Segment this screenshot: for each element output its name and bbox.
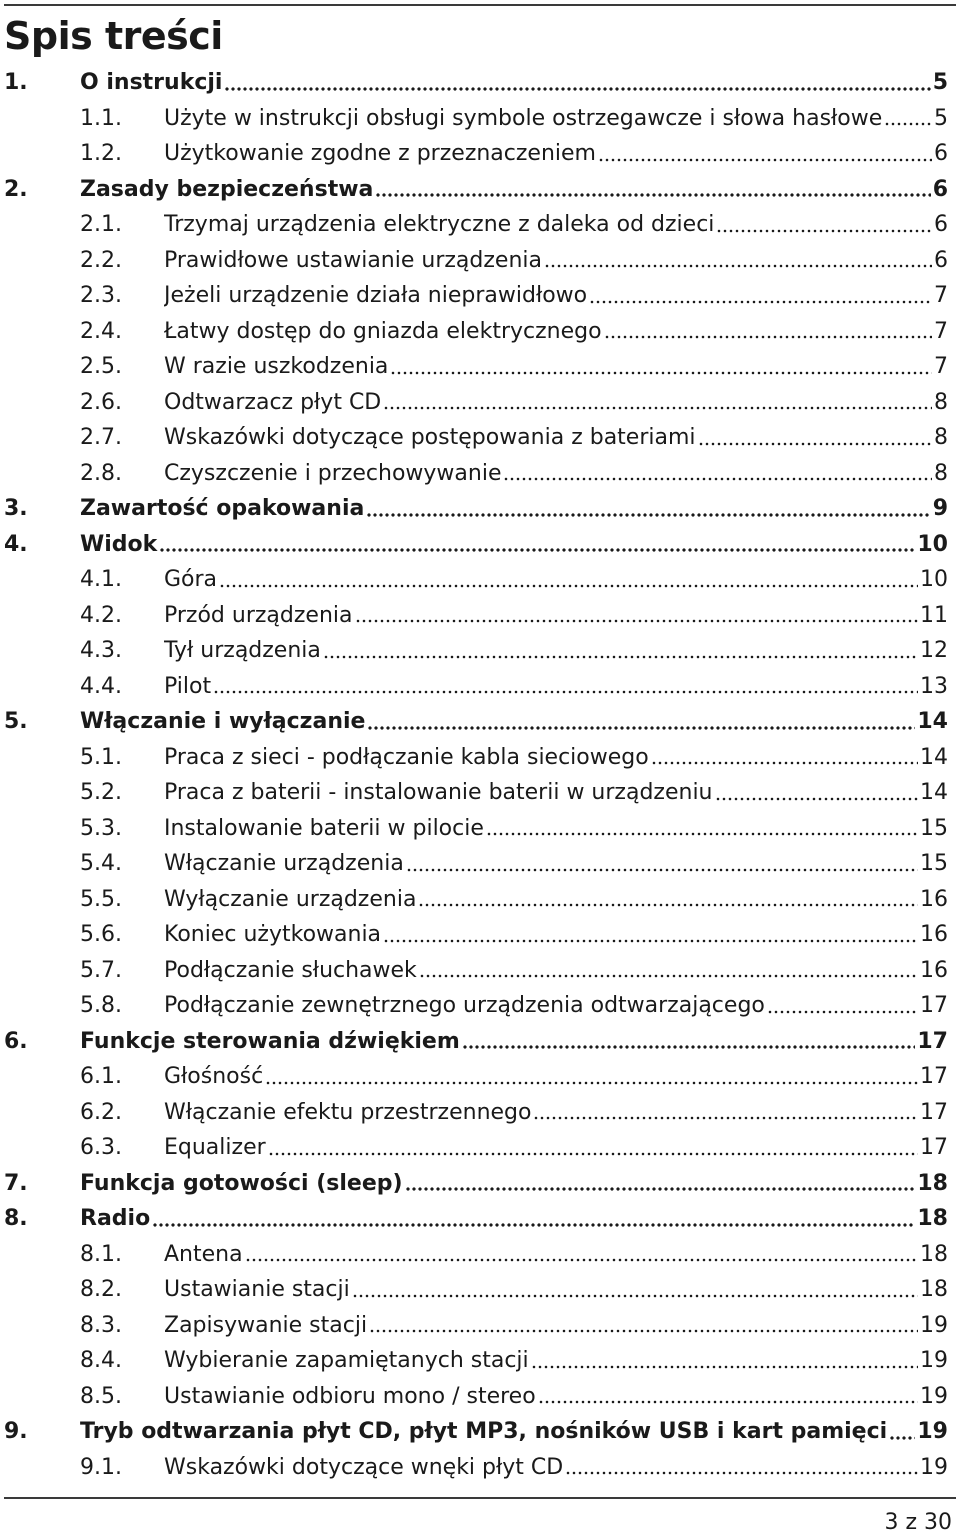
toc-entry-number: 1.: [4, 70, 28, 95]
toc-entry-page: 14: [920, 744, 948, 770]
toc-entry-page: 19: [920, 1383, 948, 1409]
toc-entry-number: 5.1.: [80, 744, 122, 770]
toc-entry-number: 4.: [4, 531, 28, 557]
toc-section-entry[interactable]: [0, 1379, 960, 1415]
dot-leader: [390, 370, 932, 376]
toc-section-entry[interactable]: [0, 1450, 960, 1486]
toc-entry-page: 6: [934, 212, 948, 237]
toc-entry-title: Wyłączanie urządzenia: [164, 886, 417, 912]
toc-entry-line: [164, 1130, 948, 1166]
toc-entry-title: Czyszczenie i przechowywanie: [164, 460, 502, 486]
toc-entry-number: 8.2.: [80, 1277, 122, 1302]
toc-entry-line: [164, 1272, 948, 1308]
toc-section-entry[interactable]: [0, 420, 960, 456]
toc-entry-title: Funkcja gotowości (sleep): [80, 1170, 403, 1196]
toc-section-entry[interactable]: [0, 669, 960, 705]
toc-entry-title: Praca z sieci - podłączanie kabla sieciowego: [164, 744, 649, 770]
toc-entry-page: 17: [920, 993, 948, 1018]
toc-entry-page: 19: [920, 1454, 948, 1480]
toc-entry-number: 6.1.: [80, 1064, 122, 1089]
toc-entry-title: Prawidłowe ustawianie urządzenia: [164, 247, 542, 273]
toc-entry-title: Góra: [164, 567, 218, 592]
toc-section-entry[interactable]: [0, 136, 960, 172]
toc-section-entry[interactable]: [0, 740, 960, 776]
toc-entry-line: [164, 917, 948, 953]
toc-entry-line: [164, 456, 948, 492]
toc-entry-line: [164, 243, 948, 279]
toc-entry-page: 17: [920, 1064, 948, 1089]
toc-entry-number: 9.: [4, 1419, 28, 1444]
dot-leader: [352, 1293, 918, 1299]
toc-section-entry[interactable]: [0, 207, 960, 243]
toc-chapter-entry[interactable]: [0, 1414, 960, 1450]
toc-entry-page: 6: [934, 247, 948, 273]
toc-entry-line: [164, 598, 948, 634]
toc-entry-number: 2.7.: [80, 425, 122, 450]
toc-entry-title: Podłączanie zewnętrznego urządzenia odtwarzającego: [164, 993, 765, 1018]
toc-entry-number: 2.6.: [80, 389, 122, 415]
dot-leader: [598, 157, 932, 163]
dot-leader: [462, 1044, 916, 1050]
toc-entry-number: 6.2.: [80, 1099, 122, 1125]
dot-leader: [544, 263, 932, 269]
toc-entry-page: 15: [920, 851, 948, 876]
toc-entry-line: [164, 953, 948, 989]
toc-entry-number: 5.8.: [80, 993, 122, 1018]
dot-leader: [383, 938, 918, 944]
toc-entry-number: 8.3.: [80, 1312, 122, 1338]
toc-entry-title: Antena: [164, 1241, 243, 1267]
toc-entry-title: Tryb odtwarzania płyt CD, płyt MP3, nośników USB i kart pamięci: [80, 1419, 888, 1444]
toc-entry-line: [80, 1414, 948, 1450]
toc-section-entry[interactable]: [0, 385, 960, 421]
toc-entry-line: [164, 846, 948, 882]
toc-section-entry[interactable]: [0, 846, 960, 882]
toc-entry-title: Equalizer: [164, 1135, 266, 1160]
toc-entry-line: [164, 1343, 948, 1379]
table-of-contents: [0, 65, 960, 1485]
toc-entry-line: [164, 207, 948, 243]
toc-entry-page: 12: [920, 638, 948, 663]
toc-section-entry[interactable]: [0, 278, 960, 314]
toc-entry-number: 9.1.: [80, 1454, 122, 1480]
toc-chapter-entry[interactable]: [0, 172, 960, 208]
dot-leader: [213, 689, 918, 695]
toc-section-entry[interactable]: [0, 598, 960, 634]
toc-entry-line: [164, 633, 948, 669]
toc-entry-page: 19: [920, 1348, 948, 1373]
dot-leader: [503, 476, 932, 482]
dot-leader: [418, 902, 918, 908]
dot-leader: [767, 1009, 918, 1015]
toc-entry-number: 8.4.: [80, 1348, 122, 1373]
dot-leader: [715, 796, 919, 802]
dot-leader: [884, 121, 932, 127]
toc-entry-title: Przód urządzenia: [164, 602, 353, 628]
toc-entry-title: Instalowanie baterii w pilocie: [164, 815, 484, 841]
toc-entry-number: 2.4.: [80, 318, 122, 344]
toc-entry-line: [164, 811, 948, 847]
toc-entry-line: [164, 420, 948, 456]
toc-entry-line: [80, 172, 948, 208]
toc-section-entry[interactable]: [0, 1272, 960, 1308]
toc-section-entry[interactable]: [0, 314, 960, 350]
toc-entry-title: Widok: [80, 531, 158, 557]
toc-entry-page: 19: [917, 1419, 948, 1444]
toc-entry-title: Użyte w instrukcji obsługi symbole ostrzegawcze i słowa hasłowe: [164, 105, 883, 131]
toc-entry-line: [164, 562, 948, 598]
dot-leader: [366, 512, 930, 518]
toc-section-entry[interactable]: [0, 1308, 960, 1344]
toc-entry-page: 6: [934, 141, 948, 166]
toc-entry-page: 6: [932, 176, 948, 202]
toc-entry-number: 5.7.: [80, 957, 122, 983]
toc-section-entry[interactable]: [0, 349, 960, 385]
toc-section-entry[interactable]: [0, 243, 960, 279]
toc-entry-number: 7.: [4, 1170, 28, 1196]
toc-entry-number: 5.3.: [80, 815, 122, 841]
toc-entry-title: Wskazówki dotyczące wnęki płyt CD: [164, 1454, 564, 1480]
toc-entry-page: 16: [920, 957, 948, 983]
toc-entry-title: Praca z baterii - instalowanie baterii w urządzeniu: [164, 780, 713, 805]
bottom-rule: [4, 1497, 956, 1499]
toc-entry-page: 16: [920, 886, 948, 912]
toc-entry-number: 5.6.: [80, 922, 122, 947]
toc-entry-line: [164, 1237, 948, 1273]
toc-entry-title: Trzymaj urządzenia elektryczne z daleka od dzieci: [164, 212, 715, 237]
dot-leader: [355, 618, 919, 624]
toc-entry-line: [164, 349, 948, 385]
toc-entry-title: Funkcje sterowania dźwiękiem: [80, 1028, 460, 1054]
toc-section-entry[interactable]: [0, 101, 960, 137]
toc-section-entry[interactable]: [0, 456, 960, 492]
toc-entry-number: 6.: [4, 1028, 28, 1054]
toc-entry-line: [164, 278, 948, 314]
toc-entry-title: Tył urządzenia: [164, 638, 321, 663]
dot-leader: [159, 547, 915, 553]
toc-entry-number: 8.: [4, 1206, 28, 1231]
toc-entry-page: 18: [920, 1241, 948, 1267]
dot-leader: [219, 583, 918, 589]
dot-leader: [604, 334, 932, 340]
toc-section-entry[interactable]: [0, 917, 960, 953]
toc-entry-title: Łatwy dostęp do gniazda elektrycznego: [164, 318, 602, 344]
toc-entry-line: [164, 775, 948, 811]
toc-entry-number: 2.: [4, 176, 28, 202]
toc-chapter-entry[interactable]: [0, 527, 960, 563]
toc-entry-title: Zapisywanie stacji: [164, 1312, 368, 1338]
toc-entry-line: [80, 65, 948, 101]
toc-entry-number: 4.4.: [80, 673, 122, 699]
dot-leader: [531, 1364, 918, 1370]
toc-entry-number: 2.8.: [80, 460, 122, 486]
toc-chapter-entry[interactable]: [0, 704, 960, 740]
toc-section-entry[interactable]: [0, 1059, 960, 1095]
dot-leader: [889, 1435, 915, 1441]
toc-entry-line: [80, 527, 948, 563]
toc-section-entry[interactable]: [0, 633, 960, 669]
toc-entry-title: Włączanie efektu przestrzennego: [164, 1099, 532, 1125]
toc-entry-title: O instrukcji: [80, 70, 223, 95]
toc-entry-line: [80, 1201, 948, 1237]
toc-entry-title: Odtwarzacz płyt CD: [164, 389, 382, 415]
toc-entry-number: 2.1.: [80, 212, 122, 237]
dot-leader: [245, 1257, 918, 1263]
toc-entry-page: 5: [932, 70, 948, 95]
toc-entry-page: 18: [917, 1206, 948, 1231]
toc-entry-title: W razie uszkodzenia: [164, 354, 389, 379]
dot-leader: [565, 1470, 918, 1476]
toc-entry-page: 17: [920, 1135, 948, 1160]
toc-entry-line: [164, 669, 948, 705]
toc-chapter-entry[interactable]: [0, 491, 960, 527]
dot-leader: [405, 1186, 916, 1192]
page-number: 3 z 30: [884, 1510, 952, 1535]
toc-entry-page: 16: [920, 922, 948, 947]
toc-entry-title: Wskazówki dotyczące postępowania z bateriami: [164, 425, 696, 450]
toc-entry-page: 17: [920, 1099, 948, 1125]
toc-entry-line: [164, 740, 948, 776]
toc-entry-line: [164, 385, 948, 421]
toc-entry-line: [164, 136, 948, 172]
toc-chapter-entry[interactable]: [0, 1166, 960, 1202]
toc-section-entry[interactable]: [0, 882, 960, 918]
dot-leader: [323, 654, 918, 660]
dot-leader: [268, 1151, 918, 1157]
dot-leader: [651, 760, 918, 766]
dot-leader: [375, 192, 930, 198]
toc-entry-page: 5: [934, 105, 948, 131]
toc-section-entry[interactable]: [0, 1237, 960, 1273]
toc-entry-page: 8: [934, 389, 948, 415]
toc-entry-page: 8: [934, 460, 948, 486]
toc-entry-page: 10: [917, 531, 948, 557]
toc-entry-page: 13: [920, 673, 948, 699]
dot-leader: [224, 86, 930, 92]
dot-leader: [406, 867, 918, 873]
toc-entry-line: [164, 1059, 948, 1095]
dot-leader: [698, 441, 932, 447]
dot-leader: [533, 1115, 918, 1121]
toc-entry-line: [80, 1024, 948, 1060]
toc-entry-page: 19: [920, 1312, 948, 1338]
dot-leader: [419, 973, 918, 979]
toc-entry-number: 6.3.: [80, 1135, 122, 1160]
toc-entry-title: Włączanie i wyłączanie: [80, 709, 366, 734]
dot-leader: [589, 299, 932, 305]
toc-entry-number: 2.5.: [80, 354, 122, 379]
toc-entry-title: Jeżeli urządzenie działa nieprawidłowo: [164, 283, 588, 308]
toc-entry-number: 5.2.: [80, 780, 122, 805]
toc-entry-line: [164, 314, 948, 350]
toc-entry-page: 8: [934, 425, 948, 450]
toc-entry-line: [80, 704, 948, 740]
toc-entry-page: 7: [934, 318, 948, 344]
toc-section-entry[interactable]: [0, 562, 960, 598]
toc-entry-title: Radio: [80, 1206, 151, 1231]
toc-entry-page: 11: [920, 602, 948, 628]
toc-section-entry[interactable]: [0, 775, 960, 811]
toc-entry-title: Wybieranie zapamiętanych stacji: [164, 1348, 529, 1373]
toc-entry-title: Ustawianie odbioru mono / stereo: [164, 1383, 536, 1409]
toc-entry-number: 8.1.: [80, 1241, 122, 1267]
dot-leader: [486, 831, 918, 837]
page-title: Spis treści: [4, 14, 223, 58]
dot-leader: [383, 405, 932, 411]
toc-entry-number: 1.2.: [80, 141, 122, 166]
toc-entry-line: [164, 988, 948, 1024]
toc-entry-number: 5.4.: [80, 851, 122, 876]
toc-chapter-entry[interactable]: [0, 1201, 960, 1237]
dot-leader: [265, 1080, 918, 1086]
dot-leader: [538, 1399, 918, 1405]
toc-entry-number: 4.2.: [80, 602, 122, 628]
toc-section-entry[interactable]: [0, 811, 960, 847]
toc-entry-page: 9: [932, 496, 948, 521]
toc-entry-title: Głośność: [164, 1064, 264, 1089]
toc-entry-page: 17: [917, 1028, 948, 1054]
toc-entry-page: 15: [920, 815, 948, 841]
toc-section-entry[interactable]: [0, 1130, 960, 1166]
toc-entry-number: 5.: [4, 709, 28, 734]
toc-entry-title: Podłączanie słuchawek: [164, 957, 417, 983]
toc-entry-number: 1.1.: [80, 105, 122, 131]
toc-entry-line: [164, 1450, 948, 1486]
dot-leader: [152, 1222, 915, 1228]
toc-entry-number: 2.3.: [80, 283, 122, 308]
toc-section-entry[interactable]: [0, 1095, 960, 1131]
toc-entry-line: [80, 1166, 948, 1202]
toc-chapter-entry[interactable]: [0, 1024, 960, 1060]
toc-entry-line: [80, 491, 948, 527]
toc-section-entry[interactable]: [0, 988, 960, 1024]
toc-entry-title: Użytkowanie zgodne z przeznaczeniem: [164, 141, 596, 166]
toc-entry-page: 10: [920, 567, 948, 592]
toc-entry-page: 18: [917, 1170, 948, 1196]
toc-entry-title: Włączanie urządzenia: [164, 851, 404, 876]
dot-leader: [369, 1328, 918, 1334]
dot-leader: [367, 725, 915, 731]
toc-entry-line: [164, 101, 948, 137]
toc-entry-line: [164, 1379, 948, 1415]
toc-entry-number: 3.: [4, 496, 28, 521]
top-rule: [4, 4, 956, 6]
toc-entry-title: Zasady bezpieczeństwa: [80, 176, 374, 202]
toc-entry-page: 14: [917, 709, 948, 734]
toc-entry-number: 4.1.: [80, 567, 122, 592]
toc-entry-page: 14: [920, 780, 948, 805]
dot-leader: [716, 228, 932, 234]
toc-entry-title: Ustawianie stacji: [164, 1277, 350, 1302]
toc-entry-page: 7: [934, 354, 948, 379]
toc-entry-line: [164, 1308, 948, 1344]
toc-entry-number: 2.2.: [80, 247, 122, 273]
toc-entry-title: Pilot: [164, 673, 212, 699]
toc-entry-number: 5.5.: [80, 886, 122, 912]
toc-entry-line: [164, 882, 948, 918]
toc-entry-number: 8.5.: [80, 1383, 122, 1409]
toc-section-entry[interactable]: [0, 1343, 960, 1379]
toc-chapter-entry[interactable]: [0, 65, 960, 101]
toc-entry-title: Zawartość opakowania: [80, 496, 365, 521]
toc-section-entry[interactable]: [0, 953, 960, 989]
toc-entry-page: 18: [920, 1277, 948, 1302]
toc-entry-page: 7: [934, 283, 948, 308]
toc-entry-title: Koniec użytkowania: [164, 922, 382, 947]
toc-entry-number: 4.3.: [80, 638, 122, 663]
toc-entry-line: [164, 1095, 948, 1131]
